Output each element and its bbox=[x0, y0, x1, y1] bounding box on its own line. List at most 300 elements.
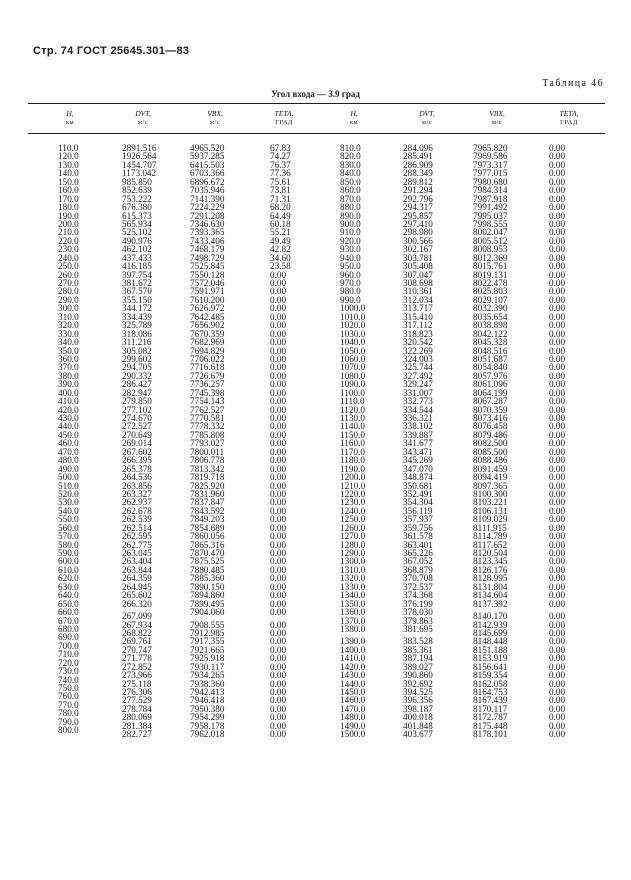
table-cell: 7762.527 bbox=[190, 404, 225, 415]
table-cell: 350.0 bbox=[58, 345, 79, 356]
table-cell: 278.784 bbox=[122, 703, 152, 714]
table-cell: 7141.390 bbox=[190, 193, 225, 204]
table-cell: 0.00 bbox=[270, 438, 287, 449]
table-cell: 348.874 bbox=[403, 472, 433, 483]
table-cell: 8128.995 bbox=[473, 573, 508, 584]
table-cell: 0.00 bbox=[270, 514, 287, 525]
col-teta-left bbox=[270, 144, 291, 739]
table-cell: 8054.840 bbox=[473, 362, 508, 373]
table-cell: 361.578 bbox=[403, 531, 433, 542]
table-cell: 270.747 bbox=[122, 644, 152, 655]
table-cell: 0.00 bbox=[549, 598, 566, 609]
table-cell: 990.0 bbox=[340, 294, 361, 305]
table-cell: 7550.128 bbox=[190, 269, 225, 280]
table-cell: 8120.504 bbox=[473, 548, 508, 558]
col-head-unit: км bbox=[65, 119, 75, 126]
table-cell: 290.332 bbox=[122, 370, 152, 381]
table-cell: 560.0 bbox=[58, 522, 79, 533]
table-cell: 263.844 bbox=[122, 564, 152, 575]
table-cell: 7525.845 bbox=[190, 261, 225, 272]
table-cell: 0.00 bbox=[549, 611, 566, 622]
table-cell: 0.00 bbox=[549, 159, 566, 170]
table-cell: 7921.665 bbox=[190, 644, 225, 655]
table-cell: 460.0 bbox=[58, 438, 79, 449]
table-cell: 310.0 bbox=[58, 311, 79, 322]
table-cell: 7837.847 bbox=[190, 497, 225, 508]
table-cell: 0.00 bbox=[270, 446, 287, 457]
table-cell: 270.649 bbox=[122, 429, 152, 440]
table-cell: 2891.516 bbox=[122, 143, 157, 153]
table-cell: 0.00 bbox=[549, 320, 566, 331]
table-cell: 300.566 bbox=[403, 235, 433, 246]
col-head-vbx-left bbox=[190, 109, 240, 127]
table-cell: 1440.0 bbox=[340, 678, 366, 689]
table-cell: 8061.096 bbox=[473, 379, 508, 390]
table-cell: 0.00 bbox=[549, 176, 566, 187]
col-head-h-right bbox=[336, 109, 372, 127]
table-cell: 1230.0 bbox=[340, 497, 366, 508]
table-cell: 1420.0 bbox=[340, 661, 366, 672]
table-cell: 0.00 bbox=[549, 202, 566, 213]
table-cell: 55.21 bbox=[270, 227, 291, 238]
table-cell: 315.410 bbox=[403, 311, 433, 322]
table-cell: 0.00 bbox=[270, 636, 287, 647]
table-cell: 303.781 bbox=[403, 252, 433, 263]
table-cell: 1170.0 bbox=[340, 446, 365, 457]
col-head-label: Н, bbox=[66, 109, 74, 118]
table-cell: 0.00 bbox=[270, 505, 287, 516]
table-cell: 310.361 bbox=[403, 286, 433, 297]
table-cell: 7682.969 bbox=[190, 337, 225, 348]
table-cell: 0.00 bbox=[270, 328, 287, 339]
table-cell: 0.00 bbox=[270, 311, 287, 322]
table-cell: 7946.418 bbox=[190, 695, 225, 706]
table-cell: 338.102 bbox=[403, 421, 433, 432]
table-cell: 1010.0 bbox=[340, 311, 366, 322]
table-cell: 8131.804 bbox=[473, 581, 508, 592]
table-cell: 8048.516 bbox=[473, 345, 508, 356]
table-cell: 1410.0 bbox=[340, 653, 366, 664]
table-cell: 0.00 bbox=[549, 429, 566, 440]
table-cell: 0.00 bbox=[549, 404, 566, 415]
table-cell: 1290.0 bbox=[340, 548, 366, 558]
table-cell: 660.0 bbox=[58, 607, 79, 618]
table-cell: 7950.380 bbox=[190, 703, 225, 714]
table-cell: 650.0 bbox=[58, 598, 79, 609]
table-cell: 0.00 bbox=[549, 480, 566, 491]
table-cell: 1270.0 bbox=[340, 531, 366, 542]
table-cell: 270.0 bbox=[58, 278, 79, 288]
table-cell: 1110.0 bbox=[340, 396, 365, 407]
table-cell: 334.439 bbox=[122, 311, 152, 322]
table-cell: 8123.345 bbox=[473, 556, 508, 567]
table-cell: 850.0 bbox=[340, 176, 361, 187]
table-cell: 0.00 bbox=[270, 379, 287, 390]
table-cell: 0.00 bbox=[549, 497, 566, 508]
table-cell: 7854.689 bbox=[190, 522, 225, 533]
table-cell: 1280.0 bbox=[340, 539, 366, 550]
table-cell: 7778.332 bbox=[190, 421, 225, 432]
table-cell: 403.677 bbox=[403, 729, 433, 740]
table-cell: 7770.581 bbox=[190, 413, 225, 423]
table-cell: 8038.898 bbox=[473, 320, 508, 331]
table-cell: 263.856 bbox=[122, 480, 152, 491]
table-cell: 8178.101 bbox=[473, 729, 508, 740]
table-cell: 7925.918 bbox=[190, 653, 225, 664]
table-cell: 352.491 bbox=[403, 488, 433, 499]
table-cell: 0.00 bbox=[270, 687, 287, 697]
table-cell: 302.167 bbox=[403, 244, 433, 255]
table-cell: 277.102 bbox=[122, 404, 152, 415]
table-cell: 8126.176 bbox=[473, 564, 508, 575]
table-cell: 490.976 bbox=[122, 235, 152, 246]
table-cell: 1050.0 bbox=[340, 345, 366, 356]
table-cell: 1020.0 bbox=[340, 320, 366, 331]
table-cell: 7813.342 bbox=[190, 463, 225, 474]
table-cell: 1340.0 bbox=[340, 590, 366, 601]
table-cell: 0.00 bbox=[549, 261, 566, 272]
table-cell: 0.00 bbox=[270, 421, 287, 432]
table-cell: 0.00 bbox=[549, 252, 566, 263]
table-cell: 676.380 bbox=[122, 202, 152, 213]
col-head-teta-right bbox=[547, 109, 591, 127]
table-cell: 266.395 bbox=[122, 455, 152, 466]
table-cell: 0.00 bbox=[549, 522, 566, 533]
table-cell: 398.187 bbox=[403, 703, 433, 714]
table-cell: 462.102 bbox=[122, 244, 152, 255]
table-cell: 7987.918 bbox=[473, 193, 508, 204]
table-cell: 299.602 bbox=[122, 353, 152, 364]
table-cell: 0.00 bbox=[549, 185, 566, 196]
table-cell: 1040.0 bbox=[340, 337, 366, 348]
table-cell: 600.0 bbox=[58, 556, 79, 567]
col-h-left bbox=[58, 144, 79, 735]
col-head-label: ТЕТА, bbox=[559, 109, 579, 118]
table-cell: 0.00 bbox=[549, 661, 566, 672]
table-cell: 7610.200 bbox=[190, 294, 225, 305]
table-cell: 7745.398 bbox=[190, 387, 225, 398]
table-cell: 64.49 bbox=[270, 210, 291, 221]
table-cell: 282.947 bbox=[122, 387, 152, 398]
table-cell: 330.0 bbox=[58, 328, 79, 339]
table-cell: 344.172 bbox=[122, 303, 152, 314]
table-cell: 0.00 bbox=[270, 695, 287, 706]
table-cell: 8111.915 bbox=[473, 522, 507, 533]
table-cell: 273.966 bbox=[122, 670, 152, 681]
table-cell: 367.052 bbox=[403, 556, 433, 567]
table-cell: 7865.316 bbox=[190, 539, 225, 550]
table-cell: 700.0 bbox=[58, 640, 79, 651]
table-cell: 0.00 bbox=[549, 703, 566, 714]
table-cell: 0.00 bbox=[549, 670, 566, 681]
table-cell: 220.0 bbox=[58, 235, 79, 246]
table-cell: 610.0 bbox=[58, 564, 79, 575]
table-cell: 1490.0 bbox=[340, 720, 366, 731]
table-cell: 1090.0 bbox=[340, 379, 366, 390]
table-cell: 840.0 bbox=[340, 168, 361, 179]
table-cell: 0.00 bbox=[270, 627, 287, 638]
table-cell: 1100.0 bbox=[340, 387, 365, 398]
table-cell: 281.384 bbox=[122, 720, 152, 731]
table-cell: 7800.011 bbox=[190, 446, 225, 457]
table-cell: 8170.117 bbox=[473, 703, 508, 714]
table-cell: 350.681 bbox=[403, 480, 433, 491]
col-head-unit: км bbox=[349, 119, 359, 126]
table-cell: 0.00 bbox=[549, 712, 566, 723]
table-cell: 0.00 bbox=[549, 328, 566, 339]
table-cell: 262.937 bbox=[122, 497, 152, 508]
col-head-unit: м/с bbox=[491, 119, 503, 126]
table-cell: 820.0 bbox=[340, 151, 361, 162]
table-cell: 7984.314 bbox=[473, 185, 508, 196]
table-cell: 7969.586 bbox=[473, 151, 508, 162]
table-cell: 8025.803 bbox=[473, 286, 508, 297]
table-cell: 580.0 bbox=[58, 539, 79, 550]
table-cell: 870.0 bbox=[340, 193, 361, 204]
table-cell: 7998.555 bbox=[473, 218, 508, 229]
table-cell: 383.528 bbox=[403, 636, 433, 647]
table-cell: 263.327 bbox=[122, 488, 152, 499]
table-cell: 8117.652 bbox=[473, 539, 508, 550]
table-cell: 525.102 bbox=[122, 227, 152, 238]
table-cell: 290.0 bbox=[58, 294, 79, 305]
table-cell: 284.096 bbox=[403, 143, 433, 153]
table-label: Таблица 46 bbox=[542, 78, 604, 89]
table-cell: 1370.0 bbox=[340, 615, 366, 626]
col-head-unit: м/с bbox=[137, 119, 149, 126]
table-cell: 7706.022 bbox=[190, 353, 225, 364]
table-cell: 0.00 bbox=[270, 598, 287, 609]
table-cell: 381.672 bbox=[122, 278, 152, 288]
table-cell: 0.00 bbox=[549, 210, 566, 221]
table-cell: 6415.503 bbox=[190, 159, 225, 170]
table-cell: 325.789 bbox=[122, 320, 152, 331]
table-cell: 0.00 bbox=[549, 353, 566, 364]
table-cell: 0.00 bbox=[270, 712, 287, 723]
table-cell: 341.677 bbox=[403, 438, 433, 449]
table-cell: 7934.265 bbox=[190, 670, 225, 681]
table-cell: 318.823 bbox=[403, 328, 433, 339]
table-cell: 298.980 bbox=[403, 227, 433, 238]
table-cell: 339.887 bbox=[403, 429, 433, 440]
table-cell: 520.0 bbox=[58, 488, 79, 499]
table-cell: 71.31 bbox=[270, 193, 291, 204]
table-cell: 370.708 bbox=[403, 573, 433, 584]
table-cell: 0.00 bbox=[270, 463, 287, 474]
table-cell: 262.539 bbox=[122, 514, 152, 525]
table-cell: 0.00 bbox=[549, 379, 566, 390]
table-cell: 49.49 bbox=[270, 235, 291, 246]
table-cell: 830.0 bbox=[340, 159, 361, 170]
table-cell: 365.226 bbox=[403, 548, 433, 558]
table-cell: 0.00 bbox=[270, 539, 287, 550]
table-cell: 0.00 bbox=[549, 463, 566, 474]
table-cell: 267.602 bbox=[122, 446, 152, 457]
table-cell: 1500.0 bbox=[340, 729, 366, 740]
table-cell: 0.00 bbox=[270, 497, 287, 508]
table-cell: 7694.829 bbox=[190, 345, 225, 356]
table-cell: 0.00 bbox=[549, 345, 566, 356]
table-cell: 490.0 bbox=[58, 463, 79, 474]
table-cell: 288.349 bbox=[403, 168, 433, 179]
table-cell: 0.00 bbox=[270, 678, 287, 689]
table-cell: 68.20 bbox=[270, 202, 291, 213]
table-cell: 7736.257 bbox=[190, 379, 225, 390]
col-head-label: DVT, bbox=[135, 109, 151, 118]
table-cell: 8137.392 bbox=[473, 598, 508, 609]
table-cell: 0.00 bbox=[270, 661, 287, 672]
table-cell: 0.00 bbox=[549, 286, 566, 297]
table-cell: 0.00 bbox=[549, 218, 566, 229]
table-cell: 0.00 bbox=[549, 311, 566, 322]
table-cell: 8032.390 bbox=[473, 303, 508, 314]
table-cell: 294.705 bbox=[122, 362, 152, 373]
table-cell: 1926.564 bbox=[122, 151, 157, 162]
table-cell: 0.00 bbox=[270, 556, 287, 567]
table-cell: 0.00 bbox=[549, 421, 566, 432]
table-cell: 7656.902 bbox=[190, 320, 225, 331]
table-cell: 0.00 bbox=[549, 729, 566, 740]
table-cell: 1030.0 bbox=[340, 328, 366, 339]
table-cell: 0.00 bbox=[270, 531, 287, 542]
table-cell: 420.0 bbox=[58, 404, 79, 415]
table-cell: 980.0 bbox=[340, 286, 361, 297]
table-cell: 294.317 bbox=[403, 202, 433, 213]
table-cell: 1120.0 bbox=[340, 404, 365, 415]
table-cell: 327.492 bbox=[403, 370, 433, 381]
table-cell: 0.00 bbox=[549, 627, 566, 638]
table-cell: 0.00 bbox=[549, 531, 566, 542]
table-cell: 0.00 bbox=[549, 653, 566, 664]
table-cell: 7291.208 bbox=[190, 210, 225, 221]
table-cell: 430.0 bbox=[58, 413, 79, 423]
table-cell: 1480.0 bbox=[340, 712, 366, 723]
table-cell: 760.0 bbox=[58, 691, 79, 702]
table-cell: 0.00 bbox=[270, 653, 287, 664]
table-cell: 0.00 bbox=[549, 573, 566, 584]
table-cell: 262.678 bbox=[122, 505, 152, 516]
table-cell: 8164.753 bbox=[473, 687, 508, 697]
table-cell: 7754.143 bbox=[190, 396, 225, 407]
table-cell: 0.00 bbox=[270, 729, 287, 740]
table-cell: 336.321 bbox=[403, 413, 433, 423]
table-cell: 400.0 bbox=[58, 387, 79, 398]
table-cell: 7670.359 bbox=[190, 328, 225, 339]
table-cell: 276.306 bbox=[122, 687, 152, 697]
table-cell: 570.0 bbox=[58, 531, 79, 542]
table-cell: 8167.439 bbox=[473, 695, 508, 706]
table-cell: 8153.919 bbox=[473, 653, 508, 664]
table-cell: 1454.707 bbox=[122, 159, 157, 170]
table-cell: 374.368 bbox=[403, 590, 433, 601]
table-cell: 8156.641 bbox=[473, 661, 508, 672]
table-cell: 7785.808 bbox=[190, 429, 225, 440]
table-cell: 0.00 bbox=[549, 619, 566, 630]
table-cell: 8029.107 bbox=[473, 294, 508, 305]
table-cell: 7819.718 bbox=[190, 472, 225, 483]
table-cell: 1470.0 bbox=[340, 703, 366, 714]
table-cell: 1260.0 bbox=[340, 522, 366, 533]
table-cell: 7468.179 bbox=[190, 244, 225, 255]
table-cell: 5937.285 bbox=[190, 151, 225, 162]
table-cell: 1130.0 bbox=[340, 413, 365, 423]
table-cell: 396.356 bbox=[403, 695, 433, 706]
table-cell: 0.00 bbox=[549, 151, 566, 162]
table-cell: 1460.0 bbox=[340, 695, 366, 706]
table-cell: 8079.486 bbox=[473, 429, 508, 440]
table-cell: 0.00 bbox=[270, 455, 287, 466]
table-cell: 7793.027 bbox=[190, 438, 225, 449]
table-cell: 0.00 bbox=[549, 644, 566, 655]
table-cell: 530.0 bbox=[58, 497, 79, 508]
table-cell: 1000.0 bbox=[340, 303, 366, 314]
table-cell: 67.83 bbox=[270, 143, 291, 153]
table-cell: 7591.971 bbox=[190, 286, 225, 297]
table-cell: 440.0 bbox=[58, 421, 79, 432]
table-cell: 7904.060 bbox=[190, 607, 225, 618]
table-cell: 1180.0 bbox=[340, 455, 365, 466]
table-cell: 8008.953 bbox=[473, 244, 508, 255]
table-cell: 130.0 bbox=[58, 159, 79, 170]
page-header: Стр. 74 ГОСТ 25645.301—83 bbox=[33, 45, 190, 57]
table-cell: 1210.0 bbox=[340, 480, 366, 491]
table-cell: 355.150 bbox=[122, 294, 152, 305]
table-cell: 42.82 bbox=[270, 244, 291, 255]
table-cell: 7726.679 bbox=[190, 370, 225, 381]
table-cell: 0.00 bbox=[549, 695, 566, 706]
col-head-unit: ГРАД bbox=[560, 119, 578, 126]
table-cell: 8012.369 bbox=[473, 252, 508, 263]
table-cell: 401.848 bbox=[403, 720, 433, 731]
table-cell: 1080.0 bbox=[340, 370, 366, 381]
table-cell: 200.0 bbox=[58, 218, 79, 229]
col-head-h-left bbox=[52, 109, 88, 127]
table-cell: 7991.492 bbox=[473, 202, 508, 213]
table-cell: 0.00 bbox=[549, 720, 566, 731]
table-cell: 7995.037 bbox=[473, 210, 508, 221]
table-cell: 286.909 bbox=[403, 159, 433, 170]
table-cell: 0.00 bbox=[270, 294, 287, 305]
table-cell: 267.934 bbox=[122, 619, 152, 630]
table-cell: 274.670 bbox=[122, 413, 152, 423]
table-cell: 7908.555 bbox=[190, 619, 225, 630]
table-cell: 262.514 bbox=[122, 522, 152, 533]
table-cell: 0.00 bbox=[549, 539, 566, 550]
table-cell: 356.119 bbox=[403, 505, 433, 516]
table-cell: 230.0 bbox=[58, 244, 79, 255]
table-cell: 8175.448 bbox=[473, 720, 508, 731]
table-cell: 8088.486 bbox=[473, 455, 508, 466]
table-cell: 359.756 bbox=[403, 522, 433, 533]
col-head-label: DVT, bbox=[419, 109, 435, 118]
table-cell: 620.0 bbox=[58, 573, 79, 584]
table-cell: 900.0 bbox=[340, 218, 361, 229]
table-cell: 387.194 bbox=[403, 653, 433, 664]
table-cell: 23.58 bbox=[270, 261, 291, 272]
table-cell: 120.0 bbox=[58, 151, 79, 162]
table-cell: 286.427 bbox=[122, 379, 152, 390]
table-cell: 0.00 bbox=[270, 429, 287, 440]
table-cell: 378.030 bbox=[403, 607, 433, 618]
table-cell: 0.00 bbox=[270, 670, 287, 681]
table-cell: 264.536 bbox=[122, 472, 152, 483]
table-cell: 277.529 bbox=[122, 695, 152, 706]
table-cell: 305.408 bbox=[403, 261, 433, 272]
table-cell: 8142.939 bbox=[473, 619, 508, 630]
table-cell: 394.525 bbox=[403, 687, 433, 697]
table-cell: 370.0 bbox=[58, 362, 79, 373]
table-cell: 263.404 bbox=[122, 556, 152, 567]
